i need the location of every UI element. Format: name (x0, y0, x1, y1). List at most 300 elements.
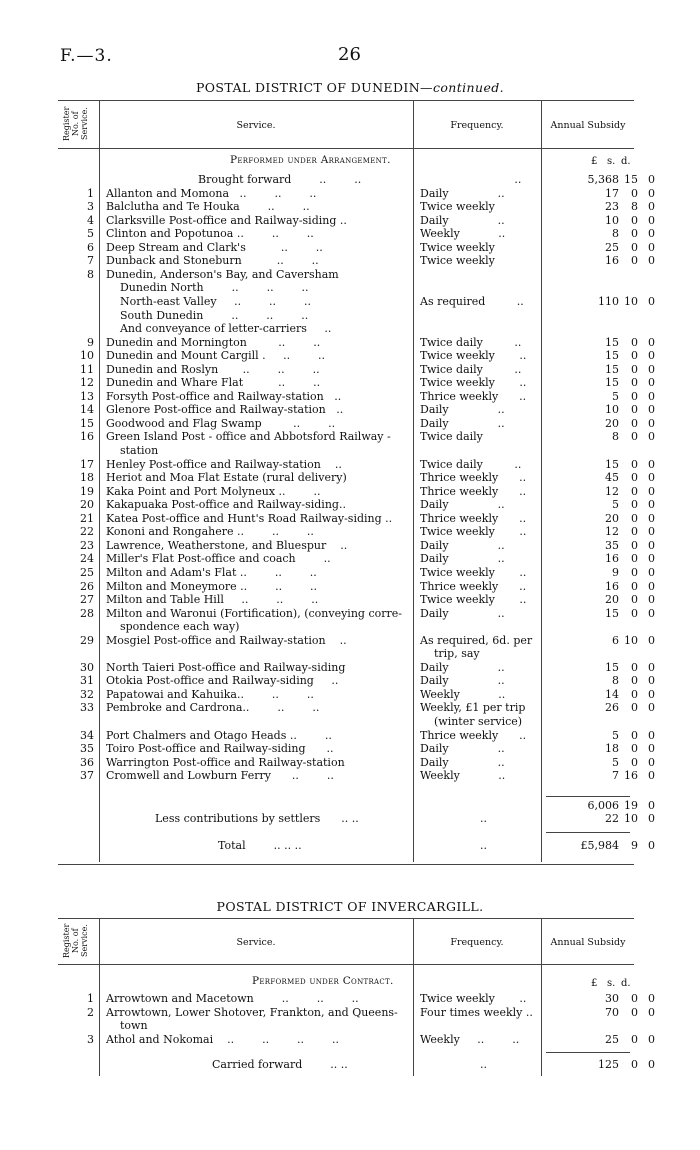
subsidy-shillings: 8 (631, 200, 638, 214)
register-number: 21 (80, 511, 94, 525)
register-number: 33 (80, 701, 94, 715)
carried-pence: 0 (648, 1058, 655, 1071)
subsidy-shillings: 0 (631, 742, 638, 756)
subsidy-shillings: 0 (631, 416, 638, 430)
subsidy-pence: 0 (648, 389, 655, 403)
subsidy-shillings: 0 (631, 1032, 638, 1046)
frequency: Weekly .. (420, 687, 506, 701)
dunedin-less-row (0, 812, 700, 826)
register-number: 17 (80, 457, 94, 471)
subsidy-pounds: 5 (612, 389, 619, 403)
table-row (0, 268, 700, 282)
subsidy-pence: 0 (648, 254, 655, 268)
register-number: 3 (87, 1032, 94, 1046)
dunedin-col-frequency: Frequency. (450, 120, 504, 131)
table-row (0, 593, 700, 607)
table-row (0, 729, 700, 743)
table-row (0, 580, 700, 594)
service-name: And conveyance of letter-carriers .. (106, 322, 332, 336)
subsidy-pounds: 35 (605, 538, 619, 552)
subsidy-pounds: 16 (605, 254, 619, 268)
frequency: trip, say (420, 647, 480, 661)
table-row (0, 512, 700, 526)
subsidy-shillings: 0 (631, 403, 638, 417)
register-number: 19 (80, 484, 94, 498)
subsidy-pence: 0 (648, 769, 655, 783)
frequency: (winter service) (420, 715, 523, 728)
table-row (0, 403, 700, 417)
dunedin-header-rule (58, 148, 634, 149)
subsidy-pounds: 20 (605, 593, 619, 607)
subsidy-pence: 0 (648, 484, 655, 498)
subsidy-pounds: 15 (605, 376, 619, 390)
table-row (0, 363, 700, 377)
frequency: Twice weekly .. (420, 376, 527, 390)
table-row (0, 742, 700, 756)
frequency: Twice weekly .. (420, 525, 527, 539)
subsidy-pence: 0 (648, 755, 655, 769)
subsidy-pence: 0 (648, 511, 655, 525)
table-row (0, 187, 700, 201)
document-reference: F.—3. (60, 46, 113, 66)
service-name: Arrowtown and Macetown .. .. .. (106, 992, 359, 1005)
subsidy-pounds: 20 (605, 511, 619, 525)
subsidy-pounds: 20 (605, 416, 619, 430)
subsidy-pence: 0 (648, 403, 655, 417)
frequency: Weekly, £1 per trip (420, 701, 526, 715)
dunedin-title-main: POSTAL DISTRICT OF DUNEDIN— (195, 80, 433, 95)
table-row (0, 173, 700, 187)
subsidy-pounds: 70 (605, 1005, 619, 1019)
service-name: Heriot and Moa Flat Estate (rural delivery) (106, 471, 347, 485)
service-name: Port Chalmers and Otago Heads .. .. (106, 728, 332, 742)
subsidy-pence: 0 (648, 294, 655, 308)
register-number: 29 (80, 633, 94, 647)
dunedin-col-register: Register No. of Service. (62, 106, 89, 142)
service-name: Dunedin and Mount Cargill . .. .. (106, 349, 326, 363)
register-number: 16 (80, 430, 94, 444)
table-row (0, 661, 700, 675)
subsidy-shillings: 15 (624, 173, 638, 186)
service-name: Warrington Post-office and Railway-station (106, 755, 345, 769)
carried-label-text: Carried forward (212, 1058, 303, 1071)
service-name: Milton and Table Hill .. .. .. (106, 593, 319, 607)
frequency: Daily .. (420, 755, 505, 769)
subsidy-shillings: 0 (631, 992, 638, 1005)
service-name: Dunback and Stoneburn .. .. (106, 254, 319, 268)
frequency: Daily .. (420, 213, 505, 227)
subsidy-shillings: 0 (631, 606, 638, 620)
less-pounds: 22 (605, 812, 619, 825)
table-row (0, 539, 700, 553)
table-row (0, 525, 700, 539)
total-label-text: Total (218, 839, 246, 852)
table-row (0, 566, 700, 580)
table-row (0, 715, 700, 729)
service-name: Papatowai and Kahuika.. .. .. (106, 687, 314, 701)
subsidy-pounds: 8 (612, 430, 619, 444)
subsidy-shillings: 0 (631, 186, 638, 200)
frequency: Twice daily (420, 430, 483, 444)
service-name: Arrowtown, Lower Shotover, Frankton, and Queens- (106, 1005, 398, 1019)
table-row (0, 1006, 700, 1020)
carried-freq: .. (480, 1058, 487, 1071)
subsidy-pence: 0 (648, 200, 655, 214)
subsidy-pence: 0 (648, 416, 655, 430)
subsidy-shillings: 0 (631, 538, 638, 552)
subsidy-pence: 0 (648, 606, 655, 620)
register-number: 18 (80, 471, 94, 485)
frequency: Weekly .. (420, 227, 506, 241)
frequency: Daily .. (420, 742, 505, 756)
service-name: Allanton and Momona .. .. .. (106, 186, 317, 200)
register-number: 1 (87, 186, 94, 200)
service-name: Otokia Post-office and Railway-siding .. (106, 674, 339, 688)
total-pence: 0 (648, 839, 655, 852)
frequency: As required, 6d. per (420, 633, 533, 647)
subsidy-pence: 0 (648, 376, 655, 390)
register-number: 13 (80, 389, 94, 403)
register-number: 6 (87, 240, 94, 254)
frequency: Twice weekly (420, 240, 495, 254)
register-number: 30 (80, 660, 94, 674)
subsidy-pounds: 17 (605, 186, 619, 200)
service-name: Clinton and Popotunoa .. .. .. (106, 227, 314, 241)
subsidy-pounds: 12 (605, 484, 619, 498)
service-name: Kakapuaka Post-office and Railway-siding.. (106, 498, 346, 512)
service-name: Deep Stream and Clark's .. .. (106, 240, 323, 254)
subsidy-pence: 0 (648, 227, 655, 241)
carried-pounds: 125 (598, 1058, 619, 1071)
table-row (0, 309, 700, 323)
register-number: 20 (80, 498, 94, 512)
register-number: 23 (80, 538, 94, 552)
service-name: Dunedin and Mornington .. .. (106, 335, 321, 349)
subsidy-shillings: 0 (631, 565, 638, 579)
register-number: 35 (80, 742, 94, 756)
subsidy-pence: 0 (648, 552, 655, 566)
table-row (0, 607, 700, 621)
service-name: Katea Post-office and Hunt's Road Railway-siding .. (106, 511, 393, 525)
register-number: 3 (87, 200, 94, 214)
service-name: South Dunedin .. .. .. (106, 308, 309, 322)
service-name: Glenore Post-office and Railway-station .. (106, 403, 344, 417)
service-name: spondence each way) (106, 620, 240, 634)
table-row (0, 336, 700, 350)
frequency: Daily .. (420, 660, 505, 674)
table-row (0, 458, 700, 472)
table-row (0, 281, 700, 295)
subsidy-pence: 0 (648, 579, 655, 593)
frequency: Four times weekly .. (420, 1005, 533, 1019)
service-name: Milton and Moneymore .. .. .. (106, 579, 318, 593)
register-number: 11 (80, 362, 94, 376)
subsidy-pounds: 15 (605, 335, 619, 349)
table-row (0, 254, 700, 268)
subsidy-pence: 0 (648, 362, 655, 376)
invercargill-header-rule (58, 964, 634, 965)
frequency: Weekly .. (420, 769, 506, 783)
invercargill-title: POSTAL DISTRICT OF INVERCARGILL. (216, 899, 484, 914)
invercargill-col-frequency: Frequency. (450, 937, 504, 948)
subsidy-pence: 0 (648, 186, 655, 200)
frequency: Weekly .. .. (420, 1032, 520, 1046)
service-name: North-east Valley .. .. .. (106, 294, 312, 308)
service-name: Cromwell and Lowburn Ferry .. .. (106, 769, 334, 783)
less-label-text: Less contributions by settlers (155, 812, 321, 825)
register-number: 7 (87, 254, 94, 268)
subsidy-pounds: 14 (605, 687, 619, 701)
table-row (0, 471, 700, 485)
subsidy-shillings: 0 (631, 457, 638, 471)
frequency: Thrice weekly .. (420, 471, 527, 485)
register-number: 24 (80, 552, 94, 566)
less-label (155, 812, 465, 826)
dunedin-section-heading: Performed under Arrangement. (230, 154, 391, 166)
table-row (0, 647, 700, 661)
subsidy-pounds: 18 (605, 742, 619, 756)
less-pence: 0 (648, 812, 655, 825)
subsidy-shillings: 0 (631, 525, 638, 539)
service-name: Green Island Post - office and Abbotsford Railway - (106, 430, 391, 444)
frequency: Daily .. (420, 538, 505, 552)
subsidy-pounds: 9 (612, 565, 619, 579)
subsidy-pence: 0 (648, 633, 655, 647)
subsidy-pounds: 7 (612, 769, 619, 783)
subsidy-pounds: 10 (605, 403, 619, 417)
table-row (0, 485, 700, 499)
subtotal-pence: 0 (648, 799, 655, 812)
frequency: Twice weekly .. (420, 593, 527, 607)
table-row (0, 417, 700, 431)
service-name: Mosgiel Post-office and Railway-station .. (106, 633, 347, 647)
subsidy-shillings: 0 (631, 674, 638, 688)
frequency: Twice daily .. (420, 362, 522, 376)
subsidy-pence: 0 (648, 457, 655, 471)
inv-unit-pence: d. (621, 978, 631, 989)
subsidy-shillings: 0 (631, 660, 638, 674)
subsidy-pounds: 8 (612, 674, 619, 688)
register-number: 14 (80, 403, 94, 417)
table-row (0, 552, 700, 566)
subsidy-pence: 0 (648, 565, 655, 579)
subsidy-shillings: 16 (624, 769, 638, 783)
subsidy-pounds: 110 (598, 294, 619, 308)
register-number: 25 (80, 565, 94, 579)
inv-unit-shillings: s. (607, 978, 616, 989)
register-number: 36 (80, 755, 94, 769)
dunedin-top-rule (58, 100, 634, 101)
subsidy-pounds: 25 (605, 240, 619, 254)
frequency: Daily .. (420, 674, 505, 688)
service-name: Goodwood and Flag Swamp .. .. (106, 416, 336, 430)
invercargill-top-rule (58, 918, 634, 919)
register-number: 9 (87, 335, 94, 349)
less-freq: .. (480, 812, 487, 825)
subsidy-shillings: 10 (624, 633, 638, 647)
dunedin-col-service: Service. (236, 120, 276, 131)
subsidy-pounds: 5 (612, 498, 619, 512)
subsidy-pence: 0 (648, 1032, 655, 1046)
frequency: Twice weekly (420, 254, 495, 268)
service-name: Brought forward .. .. (198, 173, 362, 186)
service-name: Henley Post-office and Railway-station .. (106, 457, 342, 471)
service-name: Forsyth Post-office and Railway-station .. (106, 389, 342, 403)
subsidy-shillings: 0 (631, 254, 638, 268)
subsidy-pence: 0 (648, 593, 655, 607)
frequency: Twice weekly (420, 200, 495, 214)
frequency: Thrice weekly .. (420, 728, 527, 742)
register-number: 1 (87, 992, 94, 1005)
service-name: Lawrence, Weatherstone, and Bluespur .. (106, 538, 348, 552)
subsidy-pounds: 30 (605, 992, 619, 1005)
register-number: 4 (87, 213, 94, 227)
subsidy-shillings: 0 (631, 362, 638, 376)
register-number: 22 (80, 525, 94, 539)
register-number: 32 (80, 687, 94, 701)
subsidy-pence: 0 (648, 335, 655, 349)
subsidy-shillings: 0 (631, 552, 638, 566)
subsidy-pence: 0 (648, 240, 655, 254)
register-number: 12 (80, 376, 94, 390)
invercargill-col-subsidy: Annual Subsidy (550, 937, 626, 948)
subsidy-pence: 0 (648, 660, 655, 674)
register-number: 15 (80, 416, 94, 430)
table-row (0, 430, 700, 444)
table-row (0, 701, 700, 715)
subsidy-shillings: 0 (631, 227, 638, 241)
subsidy-pounds: 15 (605, 362, 619, 376)
subsidy-pounds: 45 (605, 471, 619, 485)
dunedin-title (0, 80, 700, 95)
subsidy-pence: 0 (648, 430, 655, 444)
dunedin-title-continued: continued. (432, 80, 505, 95)
frequency: Thrice weekly .. (420, 389, 527, 403)
frequency: As required .. (420, 294, 524, 308)
frequency: Thrice weekly .. (420, 579, 527, 593)
table-row (0, 769, 700, 783)
subsidy-pounds: 5 (612, 728, 619, 742)
less-dots: .. .. (341, 812, 359, 825)
register-number: 8 (87, 267, 94, 281)
subsidy-shillings: 0 (631, 389, 638, 403)
unit-pounds: £ (591, 156, 598, 167)
table-row (0, 241, 700, 255)
subsidy-pounds: 12 (605, 525, 619, 539)
subsidy-pence: 0 (648, 701, 655, 715)
subsidy-pence: 0 (648, 538, 655, 552)
subsidy-pence: 0 (648, 674, 655, 688)
service-name: Milton and Waronui (Fortification), (conveying corre- (106, 606, 402, 620)
page-number: 26 (338, 44, 361, 65)
subsidy-shillings: 0 (631, 430, 638, 444)
register-number: 10 (80, 349, 94, 363)
service-name: Toiro Post-office and Railway-siding .. (106, 742, 334, 756)
subsidy-pounds: 10 (605, 213, 619, 227)
unit-shillings: s. (607, 156, 616, 167)
register-number: 28 (80, 606, 94, 620)
subsidy-shillings: 0 (631, 1005, 638, 1019)
subsidy-pounds: 25 (605, 1032, 619, 1046)
table-row (0, 674, 700, 688)
frequency: Twice weekly .. (420, 565, 527, 579)
service-name: Dunedin, Anderson's Bay, and Caversham (106, 267, 339, 281)
frequency: .. (420, 173, 522, 186)
service-name: Kaka Point and Port Molyneux .. .. (106, 484, 321, 498)
subsidy-pence: 0 (648, 728, 655, 742)
subsidy-pounds: 15 (605, 606, 619, 620)
subsidy-pence: 0 (648, 173, 655, 186)
inv-unit-pounds: £ (591, 978, 598, 989)
table-row (0, 390, 700, 404)
table-row (0, 498, 700, 512)
total-shillings: 9 (631, 839, 638, 852)
carried-dots: .. .. (330, 1058, 348, 1071)
carried-label (212, 1058, 522, 1072)
subsidy-pence: 0 (648, 687, 655, 701)
subsidy-pounds: 8 (612, 227, 619, 241)
table-row (0, 756, 700, 770)
total-dots: .. .. .. (273, 839, 302, 852)
subtotal-pounds: 6,006 (587, 799, 619, 812)
subsidy-shillings: 0 (631, 213, 638, 227)
subsidy-pounds: 23 (605, 200, 619, 214)
subsidy-shillings: 0 (631, 498, 638, 512)
service-name: Dunedin and Roslyn .. .. .. (106, 362, 320, 376)
subsidy-pounds: 16 (605, 552, 619, 566)
subsidy-pounds: 15 (605, 457, 619, 471)
table-row (0, 295, 700, 309)
invercargill-col-register: Register No. of Service. (62, 923, 89, 959)
carried-shillings: 0 (631, 1058, 638, 1071)
subsidy-shillings: 0 (631, 240, 638, 254)
service-name: Milton and Adam's Flat .. .. .. (106, 565, 317, 579)
subsidy-pence: 0 (648, 1005, 655, 1019)
subsidy-shillings: 0 (631, 728, 638, 742)
subsidy-pence: 0 (648, 525, 655, 539)
carried-rule (546, 1052, 630, 1053)
invercargill-col-service: Service. (236, 937, 276, 948)
frequency: Daily .. (420, 416, 505, 430)
register-number: 37 (80, 769, 94, 783)
subsidy-shillings: 0 (631, 755, 638, 769)
subsidy-pence: 0 (648, 742, 655, 756)
frequency: Daily .. (420, 606, 505, 620)
invercargill-section-heading: Performed under Contract. (252, 975, 394, 987)
service-name: Athol and Nokomai .. .. .. .. (106, 1032, 339, 1046)
dunedin-total-row (0, 839, 700, 853)
frequency: Twice daily .. (420, 457, 522, 471)
table-row (0, 227, 700, 241)
table-row (0, 634, 700, 648)
unit-pence: d. (621, 156, 631, 167)
subsidy-shillings: 0 (631, 593, 638, 607)
table-row (0, 688, 700, 702)
table-row (0, 322, 700, 336)
service-name: Dunedin and Whare Flat .. .. (106, 376, 321, 390)
table-row (0, 444, 700, 458)
register-number: 2 (87, 1005, 94, 1019)
frequency: Daily .. (420, 186, 505, 200)
table-row (0, 214, 700, 228)
table-row (0, 992, 700, 1006)
invercargill-carried-row (0, 1058, 700, 1072)
frequency: Daily .. (420, 498, 505, 512)
subsidy-pence: 0 (648, 471, 655, 485)
register-number: 5 (87, 227, 94, 241)
subsidy-shillings: 0 (631, 349, 638, 363)
subsidy-pounds: 15 (605, 660, 619, 674)
